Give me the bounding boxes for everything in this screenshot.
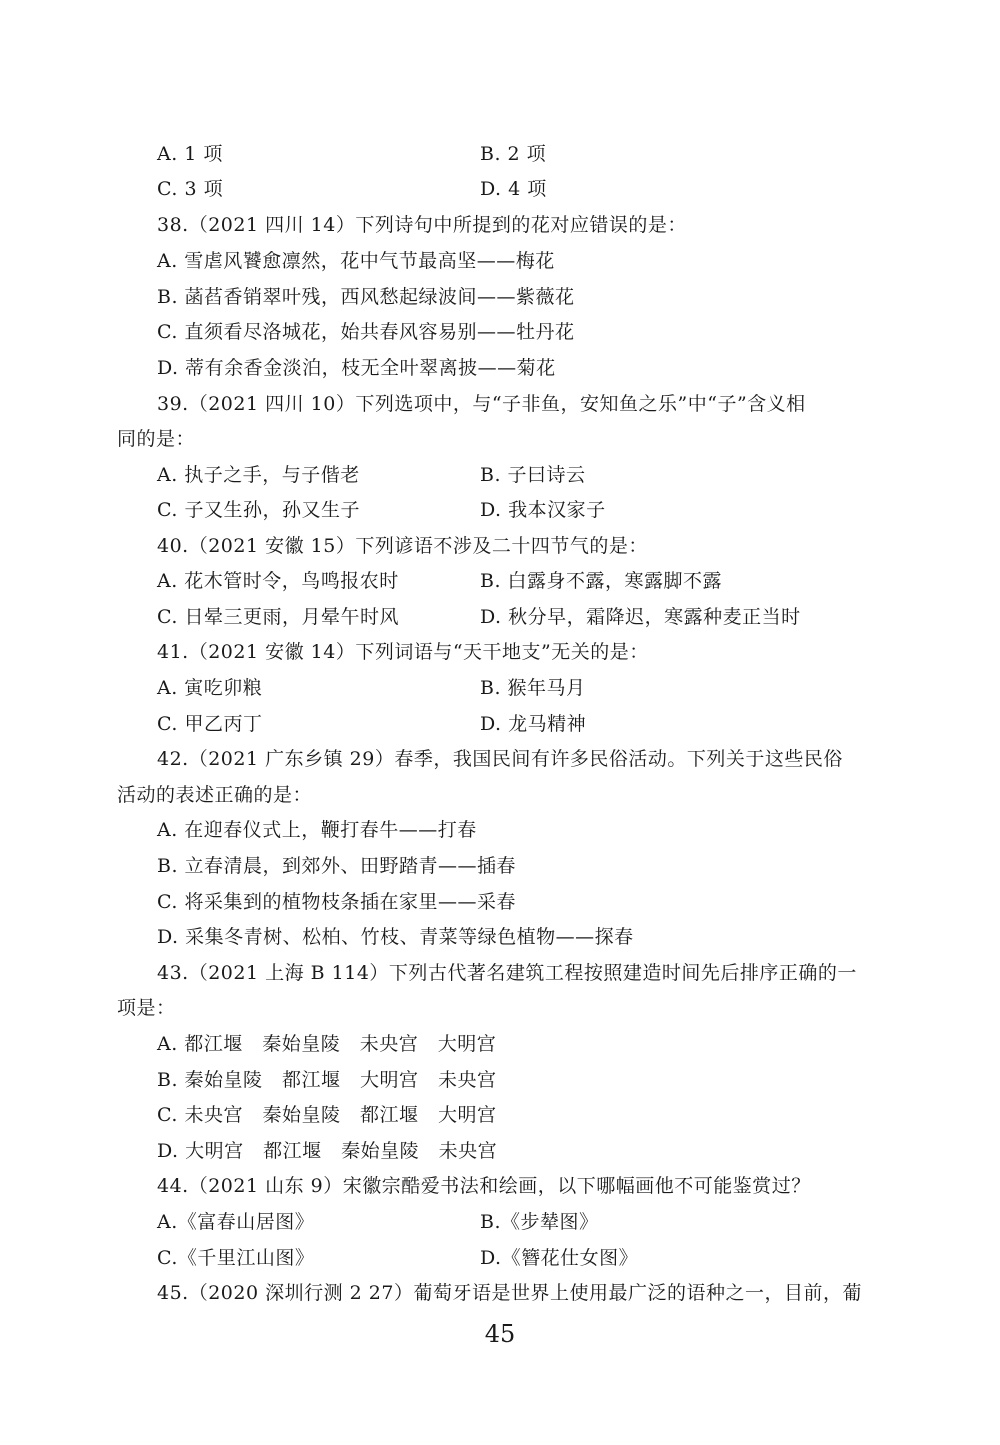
question-45-stem: 45.（2020 深圳行测 2 27）葡萄牙语是世界上使用最广泛的语种之一，目前，葡 — [157, 1282, 862, 1304]
question-41-option-a: A. 寅吃卯粮 — [157, 677, 263, 699]
question-39-option-c: C. 子又生孙，孙又生子 — [157, 499, 360, 521]
question-42-stem: 42.（2021 广东乡镇 29）春季，我国民间有许多民俗活动。下列关于这些民俗 — [157, 748, 843, 770]
question-44-option-a: A.《富春山居图》 — [157, 1211, 315, 1233]
question-42-stem-continued: 活动的表述正确的是： — [117, 784, 313, 806]
question-44-option-d: D.《簪花仕女图》 — [480, 1247, 639, 1269]
question-38-option-a: A. 雪虐风饕愈凛然，花中气节最高坚——梅花 — [157, 250, 555, 272]
question-41-option-b: B. 猴年马月 — [480, 677, 586, 699]
question-40-option-a: A. 花木管时令，鸟鸣报农时 — [157, 570, 399, 592]
question-43-stem: 43.（2021 上海 B 114）下列古代著名建筑工程按照建造时间先后排序正确的一 — [157, 962, 857, 984]
question-39-option-b: B. 子曰诗云 — [480, 464, 586, 486]
option-b: B. 2 项 — [480, 143, 547, 165]
question-43-option-b: B. 秦始皇陵 都江堰 大明宫 未央宫 — [157, 1069, 497, 1091]
question-38-option-d: D. 蒂有余香金淡泊，枝无全叶翠离披——菊花 — [157, 357, 556, 379]
question-39-option-d: D. 我本汉家子 — [480, 499, 606, 521]
question-40-stem: 40.（2021 安徽 15）下列谚语不涉及二十四节气的是： — [157, 535, 648, 557]
question-38-stem: 38.（2021 四川 14）下列诗句中所提到的花对应错误的是： — [157, 214, 687, 236]
option-d: D. 4 项 — [480, 178, 547, 200]
question-44-option-c: C.《千里江山图》 — [157, 1247, 315, 1269]
question-39-stem-continued: 同的是： — [117, 428, 196, 450]
question-39-stem: 39.（2021 四川 10）下列选项中，与“子非鱼，安知鱼之乐”中“子”含义相 — [157, 393, 806, 415]
page-number: 45 — [484, 1320, 516, 1348]
question-43-stem-continued: 项是： — [117, 997, 176, 1019]
question-40-option-d: D. 秋分早，霜降迟，寒露种麦正当时 — [480, 606, 801, 628]
question-42-option-c: C. 将采集到的植物枝条插在家里——采春 — [157, 891, 516, 913]
question-43-option-a: A. 都江堰 秦始皇陵 未央宫 大明宫 — [157, 1033, 497, 1055]
question-43-option-d: D. 大明宫 都江堰 秦始皇陵 未央宫 — [157, 1140, 498, 1162]
question-40-option-c: C. 日晕三更雨，月晕午时风 — [157, 606, 399, 628]
question-41-option-c: C. 甲乙丙丁 — [157, 713, 263, 735]
question-42-option-d: D. 采集冬青树、松柏、竹枝、青菜等绿色植物——探春 — [157, 926, 634, 948]
question-39-option-a: A. 执子之手，与子偕老 — [157, 464, 360, 486]
question-44-option-b: B.《步辇图》 — [480, 1211, 599, 1233]
question-38-option-c: C. 直须看尽洛城花，始共春风容易别——牡丹花 — [157, 321, 575, 343]
question-42-option-a: A. 在迎春仪式上，鞭打春牛——打春 — [157, 819, 477, 841]
question-41-stem: 41.（2021 安徽 14）下列词语与“天干地支”无关的是： — [157, 641, 649, 663]
question-44-stem: 44.（2021 山东 9）宋徽宗酷爱书法和绘画，以下哪幅画他不可能鉴赏过？ — [157, 1175, 811, 1197]
question-38-option-b: B. 菡萏香销翠叶残，西风愁起绿波间——紫薇花 — [157, 286, 575, 308]
question-41-option-d: D. 龙马精神 — [480, 713, 587, 735]
question-43-option-c: C. 未央宫 秦始皇陵 都江堰 大明宫 — [157, 1104, 497, 1126]
question-40-option-b: B. 白露身不露，寒露脚不露 — [480, 570, 723, 592]
option-c: C. 3 项 — [157, 178, 224, 200]
question-42-option-b: B. 立春清晨，到郊外、田野踏青——插春 — [157, 855, 517, 877]
option-a: A. 1 项 — [157, 143, 223, 165]
